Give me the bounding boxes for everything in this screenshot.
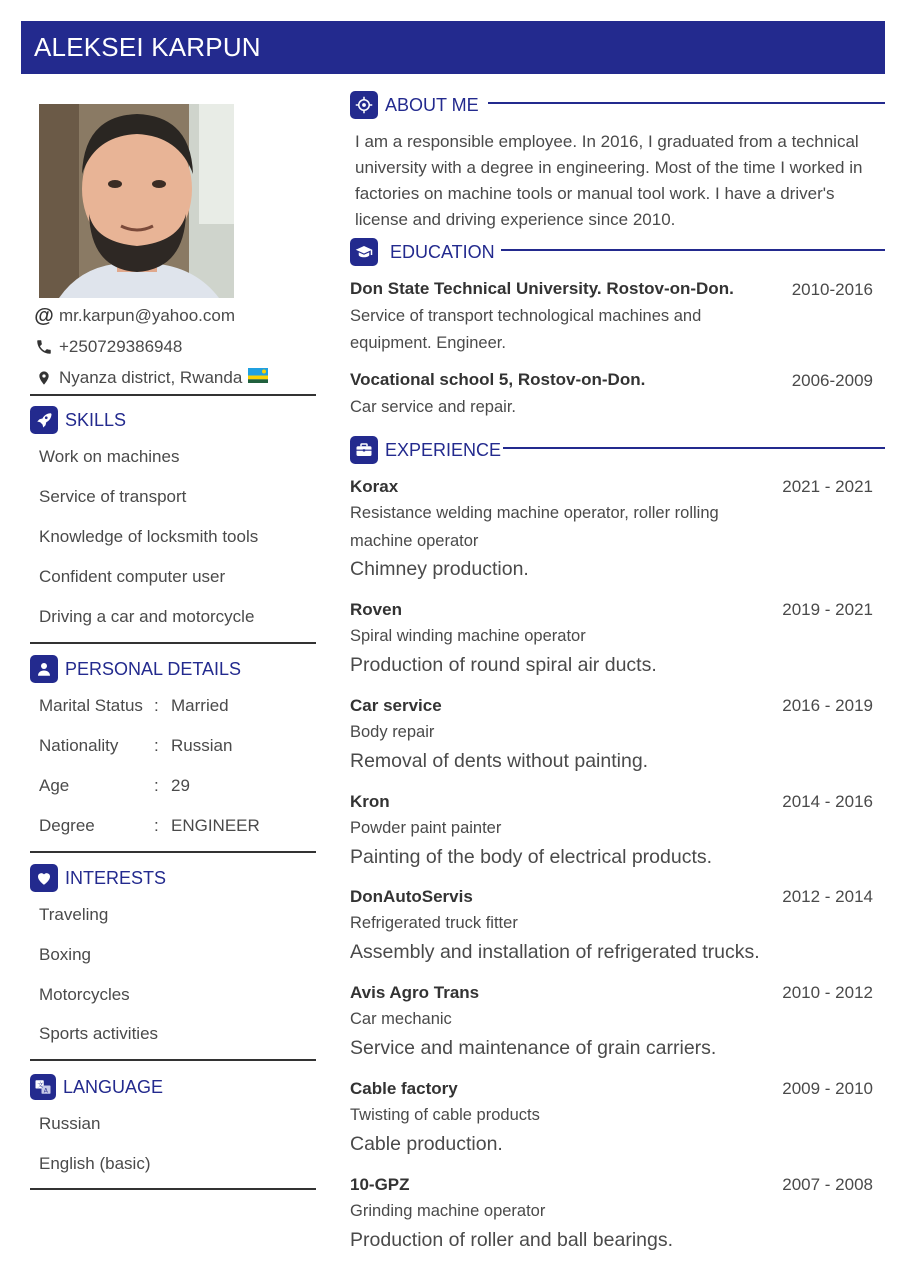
divider [30, 1188, 316, 1190]
divider [30, 851, 316, 853]
job-role: machine operator [350, 532, 479, 550]
job-company: Cable factory [350, 1079, 458, 1098]
section-rule [501, 249, 885, 251]
language-title: LANGUAGE [63, 1076, 164, 1097]
skills-title: SKILLS [65, 409, 127, 430]
detail-label: Marital Status [39, 696, 143, 715]
skill-item: Driving a car and motorcycle [39, 607, 255, 626]
language-section-header [30, 1072, 163, 1102]
divider [30, 394, 316, 396]
interest-item: Motorcycles [39, 985, 130, 1004]
translate-icon [30, 1074, 56, 1100]
education-school: Don State Technical University. Rostov-on-Don. [350, 279, 734, 298]
interest-item: Boxing [39, 945, 91, 964]
detail-label: Nationality [39, 736, 119, 755]
skills-section-header [30, 405, 126, 435]
job-years: 2012 - 2014 [782, 887, 873, 906]
job-years: 2016 - 2019 [782, 696, 873, 715]
job-years: 2010 - 2012 [782, 983, 873, 1002]
education-years: 2006-2009 [791, 371, 873, 390]
job-years: 2021 - 2021 [782, 477, 873, 496]
svg-text:文: 文 [37, 1082, 44, 1089]
job-description: Production of round spiral air ducts. [350, 654, 657, 676]
job-description: Production of roller and ball bearings. [350, 1229, 674, 1251]
education-detail: Car service and repair. [350, 398, 516, 416]
detail-value: ENGINEER [171, 816, 260, 835]
job-company: Roven [350, 600, 402, 619]
experience-section-header [350, 435, 501, 465]
job-role: Powder paint painter [350, 819, 502, 837]
page-header [21, 21, 885, 74]
job-company: Korax [350, 477, 399, 496]
job-description: Chimney production. [350, 558, 529, 580]
job-company: Avis Agro Trans [350, 983, 480, 1002]
rwanda-flag-icon [248, 368, 268, 388]
job-role: Body repair [350, 723, 435, 741]
svg-text:A: A [43, 1087, 48, 1095]
skill-item: Knowledge of locksmith tools [39, 527, 259, 546]
job-role: Car mechanic [350, 1010, 452, 1028]
detail-value: Married [171, 696, 229, 715]
job-description: Service and maintenance of grain carriers. [350, 1037, 717, 1059]
job-description: Cable production. [350, 1133, 503, 1155]
job-company: Kron [350, 792, 390, 811]
contact-location-row [34, 367, 268, 389]
detail-label: Age [39, 776, 70, 795]
job-role: Refrigerated truck fitter [350, 914, 518, 932]
detail-value: Russian [171, 736, 233, 755]
detail-label: Degree [39, 816, 95, 835]
education-section-header [350, 237, 495, 267]
detail-colon: : [154, 736, 159, 755]
job-role: Twisting of cable products [350, 1106, 540, 1124]
interest-item: Sports activities [39, 1024, 159, 1043]
profile-photo [39, 104, 234, 298]
contact-email-row [34, 305, 235, 327]
user-icon [30, 655, 58, 683]
about-section-header [350, 90, 479, 120]
phone-text: +250729386948 [59, 337, 183, 356]
skill-item: Confident computer user [39, 567, 226, 586]
skill-item: Work on machines [39, 447, 180, 466]
location-pin-icon [34, 369, 54, 387]
section-rule [503, 447, 885, 449]
graduation-cap-icon [350, 238, 378, 266]
job-role: Resistance welding machine operator, roller rolling [350, 504, 719, 522]
skill-item: Service of transport [39, 487, 187, 506]
detail-value: 29 [171, 776, 190, 795]
job-description: Painting of the body of electrical products. [350, 846, 713, 868]
education-detail: equipment. Engineer. [350, 334, 506, 352]
job-company: Car service [350, 696, 442, 715]
personal-section-header [30, 654, 241, 684]
divider [30, 642, 316, 644]
job-role: Grinding machine operator [350, 1202, 546, 1220]
job-description: Removal of dents without painting. [350, 750, 649, 772]
about-text: I am a responsible employee. In 2016, I graduated from a technical university with a degree in engineering. Most of the time I worked in factories on machine tools or manual tool work. I have a driver's license and driving experience since 2010. [355, 132, 863, 229]
section-rule [488, 102, 885, 104]
education-school: Vocational school 5, Rostov-on-Don. [350, 370, 646, 389]
personal-title: PERSONAL DETAILS [65, 658, 242, 679]
heart-icon [30, 864, 58, 892]
experience-title: EXPERIENCE [385, 439, 502, 460]
detail-colon: : [154, 816, 159, 835]
rocket-icon [30, 406, 58, 434]
education-years: 2010-2016 [791, 280, 873, 299]
job-company: DonAutoServis [350, 887, 473, 906]
detail-colon: : [154, 696, 159, 715]
divider [30, 1059, 316, 1061]
target-icon [350, 91, 378, 119]
education-title: EDUCATION [390, 241, 495, 262]
about-title: ABOUT ME [385, 94, 479, 115]
education-detail: Service of transport technological machines and [350, 307, 702, 325]
contact-phone-row [34, 336, 182, 358]
job-years: 2009 - 2010 [782, 1079, 873, 1098]
at-sign-icon: @ [34, 304, 54, 327]
email-text: mr.karpun@yahoo.com [59, 306, 236, 325]
language-item: Russian [39, 1114, 101, 1133]
interest-item: Traveling [39, 905, 109, 924]
job-years: 2019 - 2021 [782, 600, 873, 619]
interests-section-header [30, 863, 166, 893]
detail-colon: : [154, 776, 159, 795]
job-years: 2007 - 2008 [782, 1175, 873, 1194]
briefcase-icon [350, 436, 378, 464]
job-description: Assembly and installation of refrigerated trucks. [350, 941, 760, 963]
job-years: 2014 - 2016 [782, 792, 873, 811]
language-item: English (basic) [39, 1154, 151, 1173]
job-company: 10-GPZ [350, 1175, 410, 1194]
job-role: Spiral winding machine operator [350, 627, 586, 645]
interests-title: INTERESTS [65, 867, 167, 888]
phone-icon [34, 338, 54, 356]
location-text: Nyanza district, Rwanda [59, 368, 243, 387]
candidate-name: ALEKSEI KARPUN [34, 32, 261, 62]
